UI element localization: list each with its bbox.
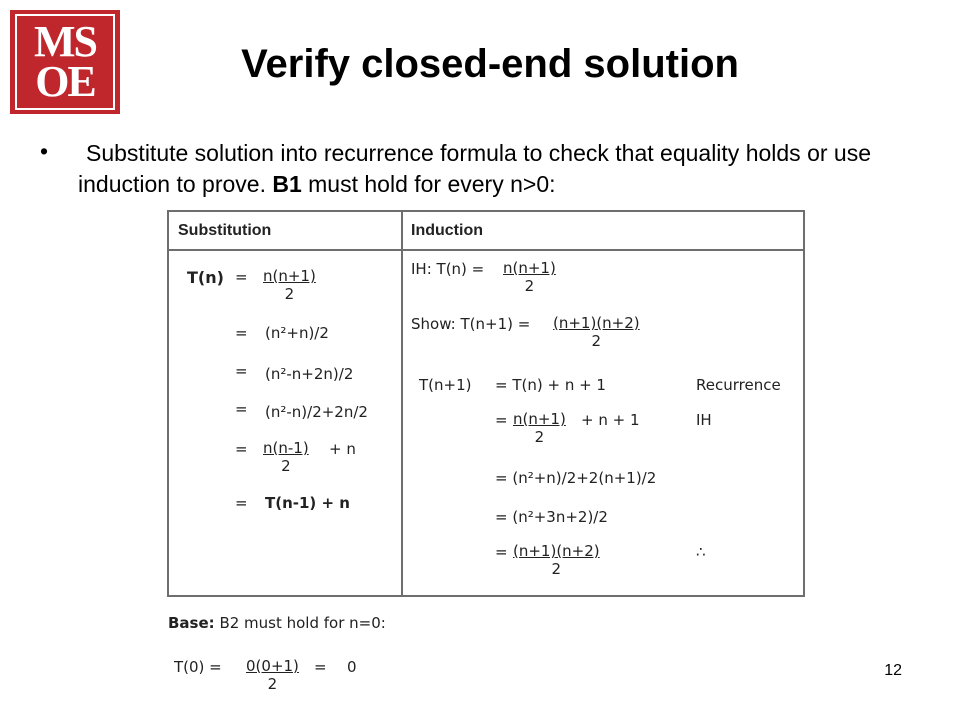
sub-step3: (n²-n+2n)/2 — [265, 365, 354, 383]
base-den: 2 — [267, 675, 278, 693]
sub-eq-3: = — [235, 362, 248, 380]
ind-r1-note: Recurrence — [696, 376, 781, 394]
ind-r5-eq: = — [495, 543, 508, 561]
ind-ih-fraction — [503, 259, 556, 295]
header-induction: Induction — [411, 222, 483, 239]
base-eq: = — [314, 658, 327, 676]
sub-eq-5: = — [235, 440, 248, 458]
ind-show-label: Show: T(n+1) = — [411, 315, 531, 333]
ind-show-den: 2 — [591, 332, 602, 350]
sub-step6: T(n-1) + n — [265, 494, 350, 512]
sub-step5-num: n(n-1) — [263, 439, 309, 457]
ind-r2-fraction — [513, 410, 566, 446]
sub-lhs: T(n) — [187, 268, 224, 287]
bullet-text-part2: must hold for every n>0: — [308, 171, 556, 197]
sub-eq-2: = — [235, 324, 248, 342]
page-number: 12 — [884, 662, 902, 679]
ind-r5-num: (n+1)(n+2) — [513, 542, 600, 560]
ind-r5-fraction — [513, 542, 600, 578]
proof-table — [167, 210, 805, 597]
base-label: Base: — [168, 614, 215, 632]
ind-r2-eq: = — [495, 411, 508, 429]
ind-r2-num: n(n+1) — [513, 410, 566, 428]
ind-r1: = T(n) + n + 1 — [495, 376, 606, 394]
sub-step5-plus: + n — [329, 440, 356, 458]
sub-step2: (n²+n)/2 — [265, 324, 329, 342]
ind-ih-num: n(n+1) — [503, 259, 556, 277]
ind-show-fraction — [553, 314, 640, 350]
slide-title: Verify closed-end solution — [241, 42, 739, 86]
ind-lhs: T(n+1) — [419, 376, 472, 394]
sub-step1-fraction — [263, 267, 316, 303]
ind-ih-den: 2 — [524, 277, 535, 295]
sub-step1-num: n(n+1) — [263, 267, 316, 285]
sub-eq-4: = — [235, 400, 248, 418]
base-lhs: T(0) = — [174, 658, 222, 676]
ind-r2-den: 2 — [534, 428, 545, 446]
ind-r4: = (n²+3n+2)/2 — [495, 508, 608, 526]
sub-eq-6: = — [235, 494, 248, 512]
base-result: 0 — [347, 658, 357, 676]
ind-show-num: (n+1)(n+2) — [553, 314, 640, 332]
sub-step5-den: 2 — [281, 457, 291, 475]
bullet-marker: • — [40, 138, 49, 164]
ind-ih-label: IH: T(n) = — [411, 260, 485, 278]
logo-text-top: MS — [34, 17, 96, 66]
base-text: B2 must hold for n=0: — [219, 614, 386, 632]
header-substitution: Substitution — [178, 222, 272, 239]
bullet-bold: B1 — [272, 171, 302, 197]
base-fraction — [246, 657, 299, 693]
column-divider — [401, 212, 403, 595]
base-num: 0(0+1) — [246, 657, 299, 675]
msoe-logo — [10, 10, 120, 114]
ind-r2-rest: + n + 1 — [581, 411, 640, 429]
sub-eq-1: = — [235, 268, 248, 286]
ind-r5-den: 2 — [551, 560, 562, 578]
header-divider — [169, 249, 803, 251]
base-line — [168, 614, 386, 632]
ind-r3: = (n²+n)/2+2(n+1)/2 — [495, 469, 657, 487]
sub-step4: (n²-n)/2+2n/2 — [265, 403, 368, 421]
logo-text-bottom: OE — [35, 57, 95, 106]
sub-step1-den: 2 — [284, 285, 295, 303]
bullet-text-part1: Substitute solution into recurrence formula to check that equality holds or use induction to prove. — [78, 140, 871, 197]
ind-therefore: ∴ — [696, 543, 706, 561]
ind-r2-note: IH — [696, 411, 712, 429]
sub-step5-fraction — [263, 439, 309, 475]
bullet-text — [78, 138, 928, 200]
